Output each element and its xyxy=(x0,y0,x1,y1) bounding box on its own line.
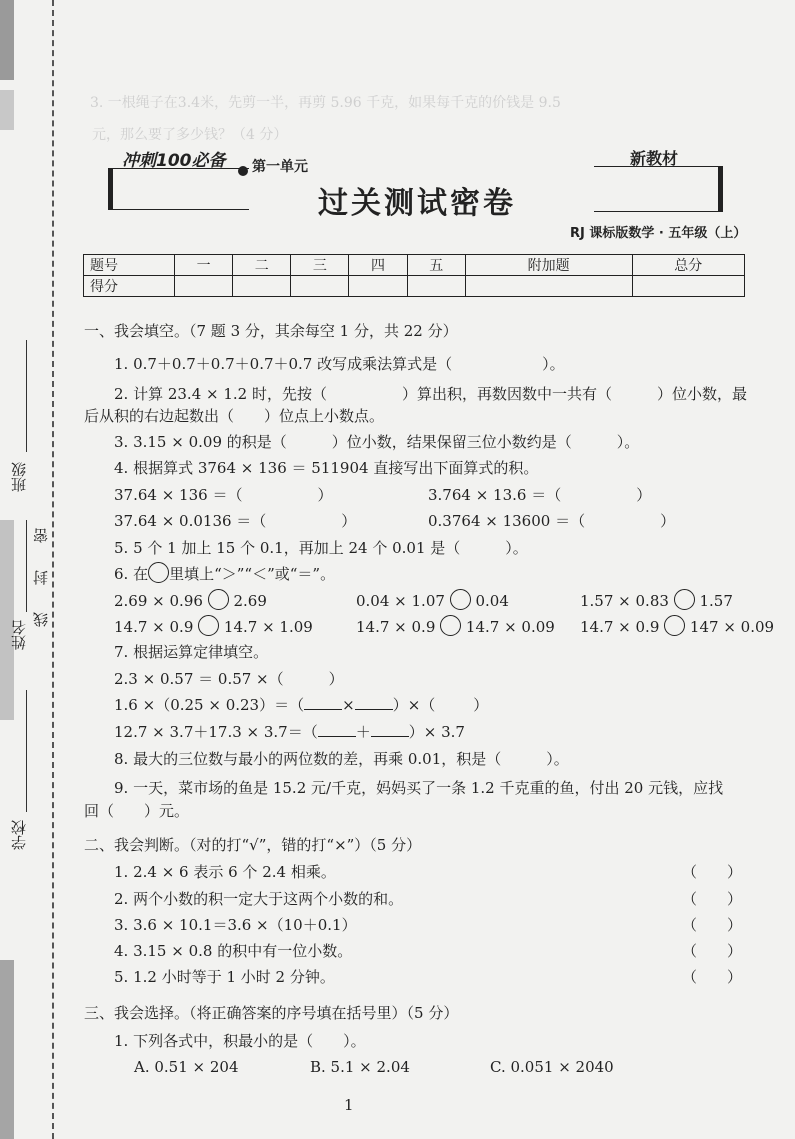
class-label: 班级 xyxy=(10,462,28,492)
question-1-5: 5. 5 个 1 加上 15 个 0.1，再加上 24 个 0.01 是（ ）。 xyxy=(114,539,528,557)
score-header-cell: 五 xyxy=(407,255,465,276)
question-1-7c: 12.7 × 3.7＋17.3 × 3.7＝（ ＋ ）× 3.7 xyxy=(114,723,465,741)
name-label: 姓名 xyxy=(10,620,28,650)
bleed-text: 3. 一根绳子在3.4米，先剪一半，再剪 5.96 千克，如果每千克的价钱是 9.5 xyxy=(90,95,561,111)
seal-feng: 封 xyxy=(32,570,50,585)
compare-left: 2.69 × 0.96 xyxy=(114,592,203,610)
question-1-2: 2. 计算 23.4 × 1.2 时，先按（ ）算出积，再数因数中一共有（ ）位小数，最 xyxy=(114,385,747,403)
judge-answer[interactable]: （ ） xyxy=(682,942,743,960)
compare-circle[interactable] xyxy=(450,589,471,610)
gutter-strip xyxy=(0,0,14,80)
compare-circle[interactable] xyxy=(198,615,219,636)
score-table-score-row xyxy=(84,276,745,297)
compare-item xyxy=(114,615,313,636)
compare-item xyxy=(356,615,555,636)
cut-line xyxy=(52,0,54,1139)
compare-item xyxy=(114,589,267,610)
header-dot xyxy=(238,166,248,176)
question-1-8: 8. 最大的三位数与最小的两位数的差，再乘 0.01，积是（ ）。 xyxy=(114,750,569,768)
question-1-6-suffix: 里填上“＞”“＜”或“＝”。 xyxy=(169,565,336,583)
score-header-cell: 总分 xyxy=(632,255,744,276)
judge-answer[interactable]: （ ） xyxy=(682,863,743,881)
compare-left: 14.7 × 0.9 xyxy=(114,618,194,636)
compare-left: 0.04 × 1.07 xyxy=(356,592,445,610)
judge-item: 2. 两个小数的积一定大于这两个小数的和。 xyxy=(114,890,404,908)
question-1-7b: 1.6 ×（0.25 × 0.23）＝（ × ）×（ ） xyxy=(114,696,489,714)
question-1-4: 4. 根据算式 3764 × 136 ＝ 511904 直接写出下面算式的积。 xyxy=(114,459,539,477)
seal-xian: 线 xyxy=(32,612,50,627)
compare-item xyxy=(356,589,509,610)
score-blank-cell[interactable] xyxy=(291,276,349,297)
compare-right: 14.7 × 1.09 xyxy=(223,618,313,636)
question-1-4b: 3.764 × 13.6 ＝（ ） xyxy=(428,486,652,504)
question-1-4c: 37.64 × 0.0136 ＝（ ） xyxy=(114,512,357,530)
gutter-strip xyxy=(0,960,14,1139)
judge-item: 3. 3.6 × 10.1＝3.6 ×（10＋0.1） xyxy=(114,916,357,934)
choice-option-c: C. 0.051 × 2040 xyxy=(490,1058,614,1076)
question-1-1: 1. 0.7＋0.7＋0.7＋0.7＋0.7 改写成乘法算式是（ ）。 xyxy=(114,355,565,373)
compare-left: 14.7 × 0.9 xyxy=(580,618,660,636)
compare-circle[interactable] xyxy=(674,589,695,610)
choice-option-a: A. 0.51 × 204 xyxy=(134,1058,239,1076)
compare-circle-sample xyxy=(148,562,169,583)
compare-left: 14.7 × 0.9 xyxy=(356,618,436,636)
answer-blank[interactable] xyxy=(318,736,356,737)
slogan: 冲刺100必备 xyxy=(122,151,226,171)
choice-question-1: 1. 下列各式中，积最小的是（ ）。 xyxy=(114,1032,366,1050)
judge-item: 1. 2.4 × 6 表示 6 个 2.4 相乘。 xyxy=(114,863,336,881)
answer-blank[interactable] xyxy=(304,709,342,710)
question-1-7c-lead: 12.7 × 3.7＋17.3 × 3.7＝ xyxy=(114,723,303,741)
choice-option-b: B. 5.1 × 2.04 xyxy=(310,1058,410,1076)
answer-blank[interactable] xyxy=(371,736,409,737)
score-header-cell: 四 xyxy=(349,255,407,276)
question-1-7: 7. 根据运算定律填空。 xyxy=(114,643,269,661)
page-number: 1 xyxy=(344,1096,354,1114)
times-sign: × xyxy=(342,696,355,714)
judge-item: 4. 3.15 × 0.8 的积中有一位小数。 xyxy=(114,942,353,960)
question-1-9-cont: 回（ ）元。 xyxy=(84,802,190,820)
question-1-6 xyxy=(114,562,335,584)
subject-label: RJ 课标版数学 · 五年级（上） xyxy=(570,226,747,241)
answer-blank[interactable] xyxy=(355,709,393,710)
section3-heading: 三、我会选择。（将正确答案的序号填在括号里）（5 分） xyxy=(84,1004,459,1022)
edition-label: 新教材 xyxy=(630,149,679,168)
section2-heading: 二、我会判断。（对的打“√”，错的打“×”）（5 分） xyxy=(84,836,422,854)
compare-right: 1.57 xyxy=(699,592,733,610)
name-blank xyxy=(26,520,27,612)
question-1-4a: 37.64 × 136 ＝（ ） xyxy=(114,486,333,504)
gutter-strip xyxy=(0,90,14,130)
score-header-cell: 二 xyxy=(233,255,291,276)
compare-right: 2.69 xyxy=(233,592,267,610)
score-blank-cell[interactable] xyxy=(465,276,632,297)
seal-mi: 密 xyxy=(32,528,50,543)
score-table-header-row xyxy=(84,255,745,276)
school-label: 学校 xyxy=(10,820,28,850)
question-1-7b-lead: 1.6 ×（0.25 × 0.23）＝ xyxy=(114,696,290,714)
compare-right: 147 × 0.09 xyxy=(689,618,775,636)
score-blank-cell[interactable] xyxy=(407,276,465,297)
compare-right: 14.7 × 0.09 xyxy=(465,618,555,636)
compare-left: 1.57 × 0.83 xyxy=(580,592,669,610)
score-header-cell: 三 xyxy=(291,255,349,276)
question-1-9: 9. 一天，菜市场的鱼是 15.2 元/千克，妈妈买了一条 1.2 千克重的鱼，付出 20 元钱，应找 xyxy=(114,779,724,797)
section1-heading: 一、我会填空。（7 题 3 分，其余每空 1 分，共 22 分） xyxy=(84,322,458,340)
binding-gutter xyxy=(0,0,58,1139)
class-blank xyxy=(26,340,27,452)
judge-item: 5. 1.2 小时等于 1 小时 2 分钟。 xyxy=(114,968,335,986)
question-1-7a: 2.3 × 0.57 ＝ 0.57 ×（ ） xyxy=(114,670,344,688)
compare-circle[interactable] xyxy=(664,615,685,636)
plus-sign: ＋ xyxy=(355,723,371,741)
question-1-3: 3. 3.15 × 0.09 的积是（ ）位小数，结果保留三位小数约是（ ）。 xyxy=(114,433,640,451)
judge-answer[interactable]: （ ） xyxy=(682,968,743,986)
question-1-2-cont: 后从积的右边起数出（ ）位点上小数点。 xyxy=(84,407,385,425)
score-blank-cell[interactable] xyxy=(349,276,407,297)
question-1-6-prefix: 6. 在 xyxy=(114,565,149,583)
score-label-cell: 得分 xyxy=(84,276,175,297)
compare-circle[interactable] xyxy=(208,589,229,610)
score-header-cell: 一 xyxy=(175,255,233,276)
unit-label: 第一单元 xyxy=(252,159,308,175)
compare-circle[interactable] xyxy=(440,615,461,636)
school-blank xyxy=(26,690,27,812)
header-bracket-right xyxy=(594,166,723,212)
exam-title: 过关测试密卷 xyxy=(318,186,516,221)
bleed-text: 元，那么要了多少钱？（4 分） xyxy=(92,127,288,143)
score-blank-cell[interactable] xyxy=(175,276,233,297)
compare-right: 0.04 xyxy=(475,592,509,610)
question-1-4d: 0.3764 × 13600 ＝（ ） xyxy=(428,512,676,530)
judge-answer[interactable]: （ ） xyxy=(682,890,743,908)
judge-answer[interactable]: （ ） xyxy=(682,916,743,934)
score-blank-cell[interactable] xyxy=(632,276,744,297)
score-blank-cell[interactable] xyxy=(233,276,291,297)
question-1-7c-tail: × 3.7 xyxy=(423,723,465,741)
compare-item xyxy=(580,615,774,636)
score-header-cell: 附加题 xyxy=(465,255,632,276)
score-table xyxy=(83,254,745,297)
compare-item xyxy=(580,589,733,610)
times-sign: × xyxy=(407,696,421,714)
score-header-cell: 题号 xyxy=(84,255,175,276)
header-bracket-left xyxy=(108,168,249,210)
